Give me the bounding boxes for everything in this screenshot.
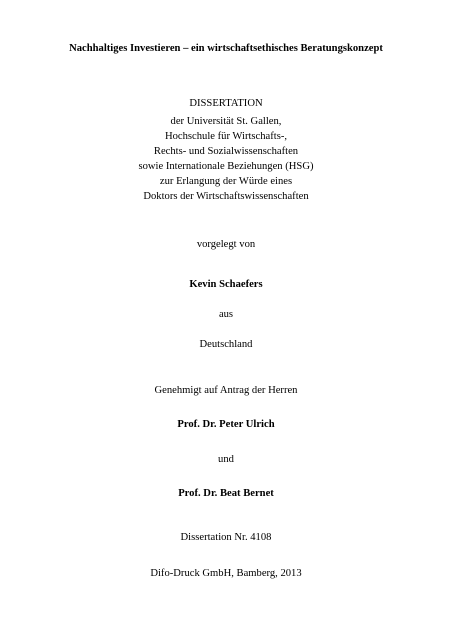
author-name: Kevin Schaefers [189,279,263,290]
institution-line-4: sowie Internationale Beziehungen (HSG) [138,161,314,172]
origin-country: Deutschland [199,339,253,350]
institution-line-5: zur Erlangung der Würde eines [159,176,293,187]
referee-2: Prof. Dr. Beat Bernet [178,488,274,499]
institution-line-1: der Universität St. Gallen, [170,116,282,127]
from-label: aus [218,309,234,320]
publisher: Difo-Druck GmbH, Bamberg, 2013 [150,568,302,579]
institution-line-3: Rechts- und Sozialwissenschaften [153,146,299,157]
institution-line-6: Doktors der Wirtschaftswissenschaften [143,191,309,202]
document-type-heading: DISSERTATION [189,98,263,109]
dissertation-number: Dissertation Nr. 4108 [180,532,272,543]
submitted-by-label: vorgelegt von [196,239,256,250]
institution-line-2: Hochschule für Wirtschafts-, [164,131,288,142]
approval-label: Genehmigt auf Antrag der Herren [154,385,298,396]
referee-1: Prof. Dr. Peter Ulrich [177,419,275,430]
and-label: und [218,454,234,465]
dissertation-title: Nachhaltiges Investieren – ein wirtschaftsethisches Beratungskonzept [69,43,383,54]
